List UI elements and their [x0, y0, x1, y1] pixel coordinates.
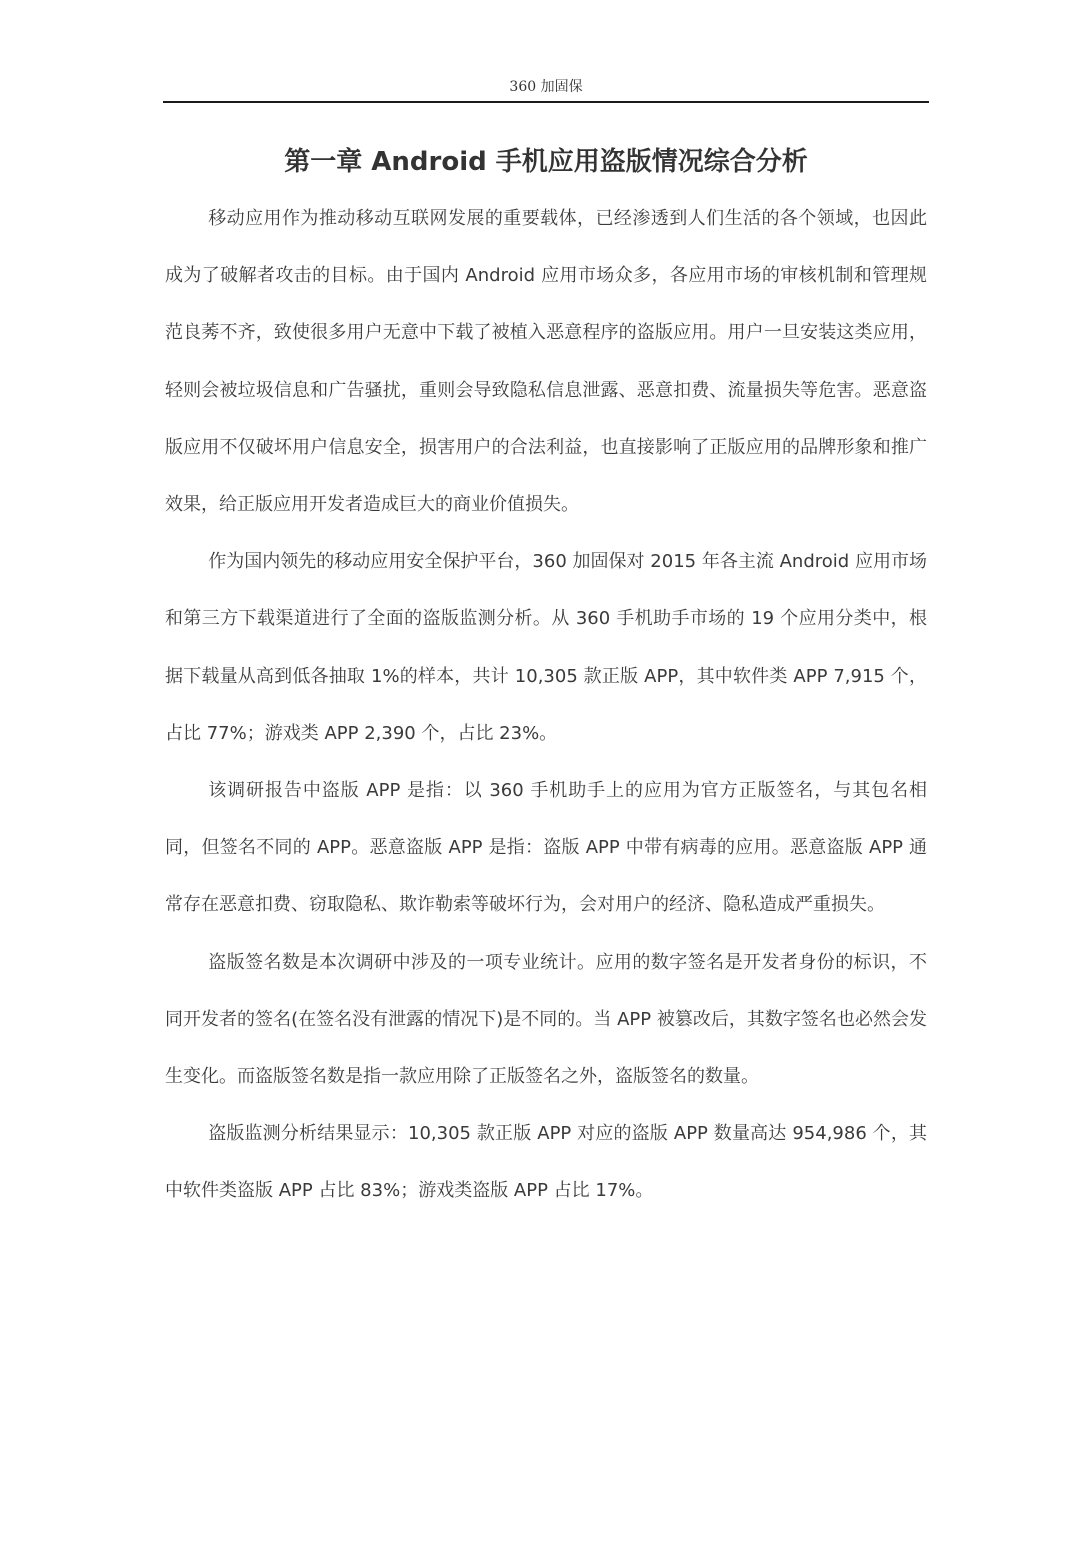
header-text: 360 加固保	[509, 79, 583, 95]
paragraph-methodology: 作为国内领先的移动应用安全保护平台，360 加固保对 2015 年各主流 Android 应用市场和第三方下载渠道进行了全面的盗版监测分析。从 360 手机助手市场的 19 个应用分类中，根据下载量从高到低各抽取 1%的样本，共计 10,305 款正版 APP，其中软件类 APP 7,915 个，占比 77%；游戏类 APP 2,390 个，占比 23%。	[165, 551, 927, 744]
paragraph-definitions: 该调研报告中盗版 APP 是指：以 360 手机助手上的应用为官方正版签名，与其包名相同，但签名不同的 APP。恶意盗版 APP 是指：盗版 APP 中带有病毒的应用。恶意盗版 APP 通常存在恶意扣费、窃取隐私、欺诈勒索等破坏行为，会对用户的经济、隐私造成严重损失。	[165, 780, 927, 916]
page-header	[163, 74, 929, 103]
body-text	[165, 190, 927, 1220]
chapter-title: 第一章 Android 手机应用盗版情况综合分析	[284, 147, 808, 177]
paragraph-intro: 移动应用作为推动移动互联网发展的重要载体，已经渗透到人们生活的各个领域，也因此成为了破解者攻击的目标。由于国内 Android 应用市场众多，各应用市场的审核机制和管理规范良莠不齐，致使很多用户无意中下载了被植入恶意程序的盗版应用。用户一旦安装这类应用，轻则会被垃圾信息和广告骚扰，重则会导致隐私信息泄露、恶意扣费、流量损失等危害。恶意盗版应用不仅破坏用户信息安全，损害用户的合法利益，也直接影响了正版应用的品牌形象和推广效果，给正版应用开发者造成巨大的商业价值损失。	[165, 208, 927, 516]
paragraph-results: 盗版监测分析结果显示：10,305 款正版 APP 对应的盗版 APP 数量高达 954,986 个，其中软件类盗版 APP 占比 83%；游戏类盗版 APP 占比 17%。	[165, 1123, 927, 1202]
paragraph-signature-count: 盗版签名数是本次调研中涉及的一项专业统计。应用的数字签名是开发者身份的标识，不同开发者的签名(在签名没有泄露的情况下)是不同的。当 APP 被篡改后，其数字签名也必然会发生变化。而盗版签名数是指一款应用除了正版签名之外，盗版签名的数量。	[165, 951, 927, 1088]
